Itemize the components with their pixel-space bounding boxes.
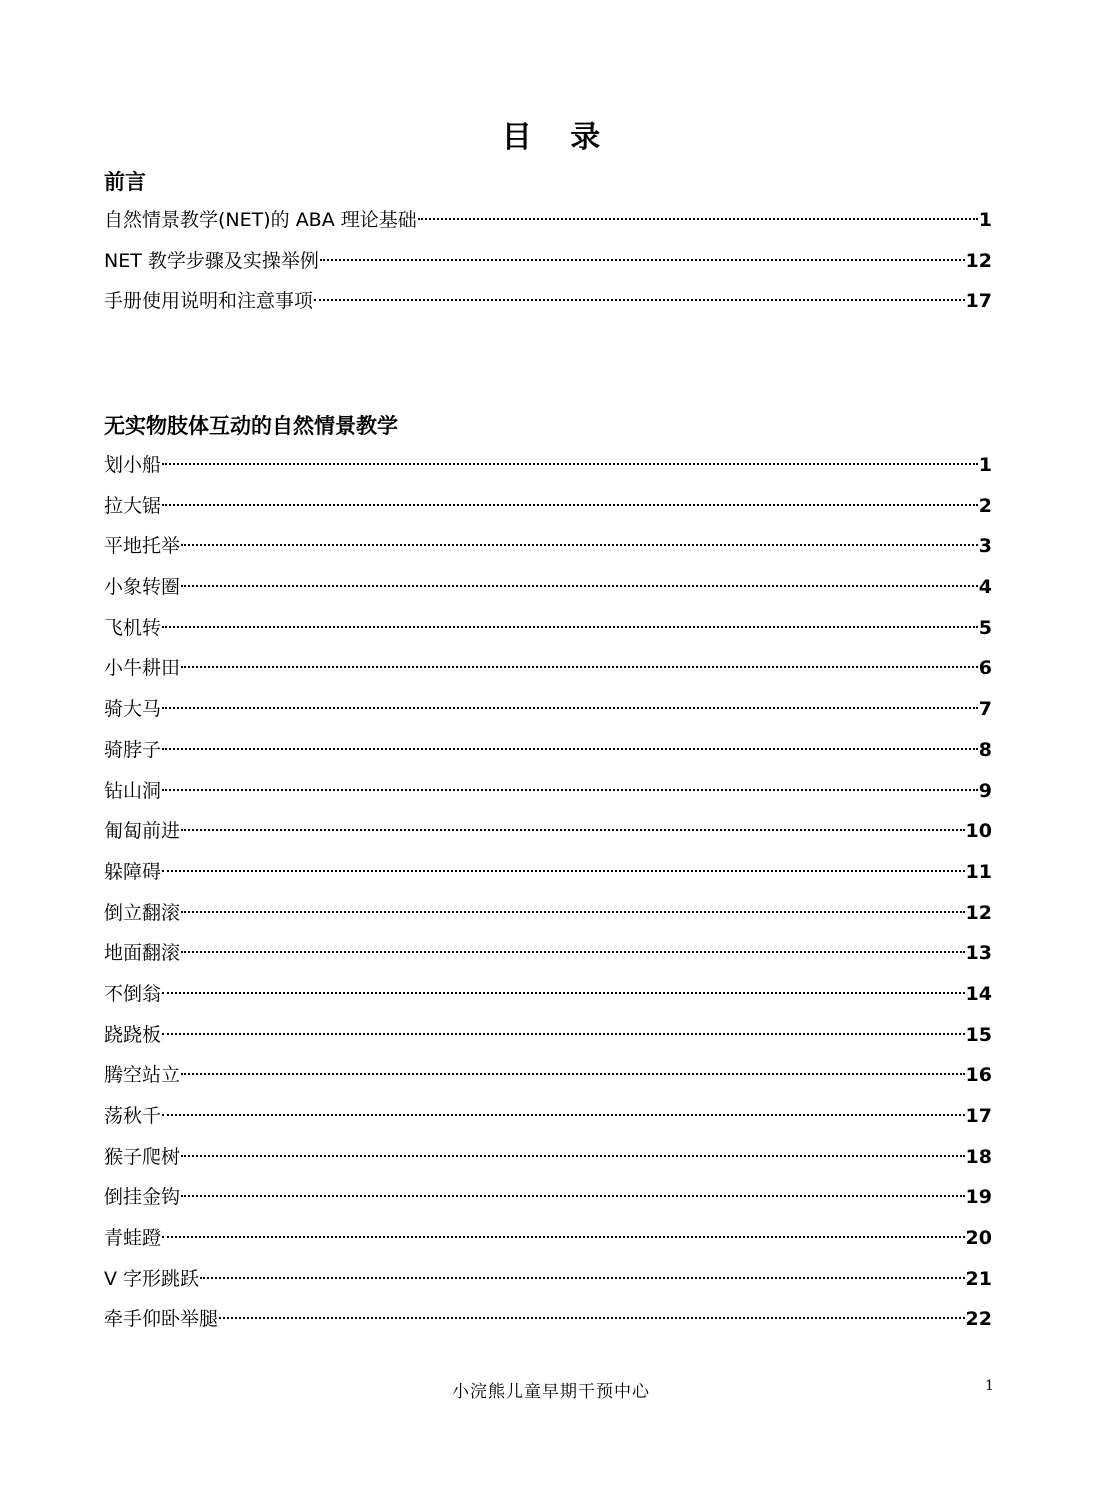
page-title: 目 录 [501, 120, 615, 155]
dot-leader [162, 1236, 965, 1238]
toc-entry[interactable] [104, 1306, 992, 1347]
toc-entry-page: 2 [978, 494, 992, 517]
dot-leader [181, 829, 965, 831]
toc-entry-label: 腾空站立 [104, 1064, 181, 1087]
toc-entry-label: 牵手仰卧举腿 [104, 1308, 219, 1331]
toc-entry-page: 5 [978, 616, 992, 639]
toc-entry[interactable] [104, 818, 992, 859]
toc-entry[interactable] [104, 1062, 992, 1103]
toc-entry[interactable] [104, 533, 992, 574]
toc-entry-label: 倒挂金钩 [104, 1186, 181, 1209]
toc-entry-label: 猴子爬树 [104, 1145, 181, 1168]
toc-entry-page: 21 [965, 1267, 992, 1290]
toc-entry-page: 22 [965, 1308, 992, 1331]
toc-entry-label: 骑大马 [104, 698, 162, 721]
toc-entry-label: 跷跷板 [104, 1023, 162, 1046]
toc-entry-label: 倒立翻滚 [104, 901, 181, 924]
section-heading: 无实物肢体互动的自然情景教学 [104, 414, 398, 438]
toc-entry[interactable] [104, 859, 992, 900]
toc-entry-page: 10 [965, 820, 992, 843]
dot-leader [162, 1033, 965, 1035]
dot-leader [200, 1277, 965, 1279]
toc-entry-label: 平地托举 [104, 535, 181, 558]
dot-leader [162, 870, 965, 872]
toc-entry[interactable] [104, 288, 992, 329]
toc-entry-page: 12 [965, 249, 992, 272]
toc-entry-page: 1 [978, 209, 992, 231]
dot-leader [181, 544, 978, 546]
section-toc-list [104, 452, 992, 1347]
toc-entry-page: 16 [965, 1064, 992, 1087]
toc-entry-page: 4 [978, 576, 992, 599]
dot-leader [162, 789, 978, 791]
toc-entry-label: 小象转圈 [104, 576, 181, 599]
toc-entry-label: 自然情景教学(NET)的 ABA 理论基础 [104, 209, 417, 231]
dot-leader [418, 218, 978, 220]
toc-entry-page: 12 [965, 901, 992, 924]
dot-leader [162, 1114, 965, 1116]
toc-entry-page: 14 [965, 982, 992, 1005]
toc-entry-label: 不倒翁 [104, 982, 162, 1005]
dot-leader [162, 626, 978, 628]
dot-leader [219, 1317, 965, 1319]
toc-entry-page: 1 [978, 454, 992, 476]
dot-leader [162, 992, 965, 994]
toc-entry-label: 躲障碍 [104, 860, 162, 883]
toc-entry-page: 11 [965, 860, 992, 883]
toc-entry[interactable] [104, 574, 992, 615]
toc-entry-page: 20 [965, 1227, 992, 1250]
toc-entry[interactable] [104, 696, 992, 737]
dot-leader [181, 585, 978, 587]
toc-entry[interactable] [104, 207, 992, 248]
toc-entry-page: 8 [978, 738, 992, 761]
dot-leader [162, 707, 978, 709]
dot-leader [320, 259, 965, 261]
toc-entry-label: 匍匐前进 [104, 820, 181, 843]
toc-entry-label: 荡秋千 [104, 1105, 162, 1127]
toc-entry-label: 手册使用说明和注意事项 [104, 290, 314, 313]
dot-leader [162, 463, 978, 465]
toc-entry-page: 15 [965, 1023, 992, 1046]
toc-entry-label: 小牛耕田 [104, 657, 181, 680]
toc-entry-page: 13 [965, 942, 992, 965]
toc-entry-label: 划小船 [104, 454, 162, 476]
toc-entry-page: 3 [978, 535, 992, 558]
preface-toc-list [104, 207, 992, 329]
toc-entry-label: NET 教学步骤及实操举例 [104, 249, 319, 272]
toc-entry[interactable] [104, 1184, 992, 1225]
footer-organization: 小浣熊儿童早期干预中心 [452, 1382, 650, 1402]
toc-entry-page: 7 [978, 698, 992, 721]
toc-entry-page: 18 [965, 1145, 992, 1168]
dot-leader [314, 299, 965, 301]
preface-heading: 前言 [104, 170, 146, 194]
dot-leader [181, 1073, 965, 1075]
toc-entry[interactable] [104, 655, 992, 696]
toc-entry[interactable] [104, 1266, 992, 1307]
toc-entry[interactable] [104, 452, 992, 493]
toc-entry-page: 17 [965, 1105, 992, 1127]
dot-leader [181, 911, 965, 913]
toc-entry-label: 钻山洞 [104, 779, 162, 802]
toc-entry[interactable] [104, 778, 992, 819]
toc-entry-label: 骑脖子 [104, 738, 162, 761]
toc-entry[interactable] [104, 737, 992, 778]
toc-entry-label: 飞机转 [104, 616, 162, 639]
toc-entry[interactable] [104, 615, 992, 656]
toc-entry[interactable] [104, 1225, 992, 1266]
dot-leader [162, 748, 978, 750]
dot-leader [181, 1155, 965, 1157]
dot-leader [181, 1195, 965, 1197]
toc-entry-page: 17 [965, 290, 992, 313]
toc-entry[interactable] [104, 248, 992, 289]
footer-page-number: 1 [985, 1378, 994, 1394]
toc-entry[interactable] [104, 900, 992, 941]
toc-entry[interactable] [104, 1103, 992, 1144]
toc-entry-label: 拉大锯 [104, 494, 162, 517]
dot-leader [181, 666, 978, 668]
toc-entry[interactable] [104, 940, 992, 981]
toc-entry[interactable] [104, 1144, 992, 1185]
toc-entry-page: 6 [978, 657, 992, 680]
toc-entry[interactable] [104, 1022, 992, 1063]
dot-leader [181, 951, 965, 953]
dot-leader [162, 504, 978, 506]
toc-entry-page: 9 [978, 779, 992, 802]
toc-entry[interactable] [104, 981, 992, 1022]
toc-entry-page: 19 [965, 1186, 992, 1209]
toc-entry-label: 青蛙蹬 [104, 1227, 162, 1250]
toc-entry[interactable] [104, 493, 992, 534]
toc-entry-label: 地面翻滚 [104, 942, 181, 965]
toc-entry-label: V 字形跳跃 [104, 1267, 200, 1290]
